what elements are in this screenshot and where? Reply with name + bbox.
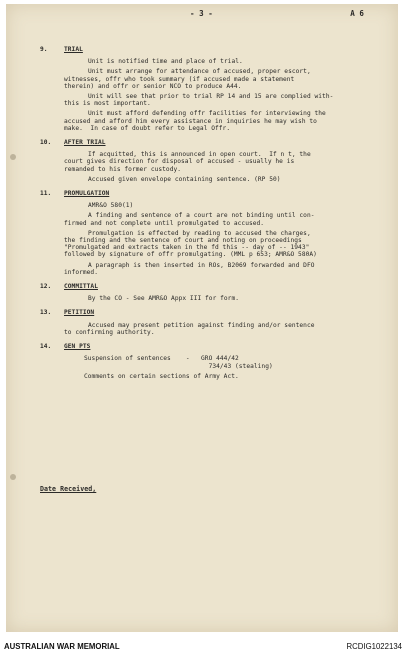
paragraph-line: the finding and the sentence of court and noting on proceedings (64, 237, 302, 245)
date-received-label: Date Received, (40, 485, 97, 493)
section-number: 10. (40, 139, 52, 147)
section-heading (40, 309, 378, 316)
paragraph-line: informed. (64, 268, 98, 276)
section-title: GEN PTS (64, 343, 91, 351)
paragraph-line: remanded to his former custody. (64, 165, 182, 173)
paragraph-line: accused and afford him every assistance in inquiries he may wish to (64, 117, 317, 125)
document-body (40, 9, 378, 493)
paragraph (64, 58, 378, 65)
paragraph-line: Accused may present petition against finding and/or sentence (88, 321, 315, 329)
paragraph-line: witnesses, offr who took summary (if accused made a statement (64, 75, 295, 83)
section (40, 343, 378, 380)
paragraph-line: If acquitted, this is announced in open court. If n t, the (88, 151, 311, 159)
section (40, 190, 378, 276)
archive-name: AUSTRALIAN WAR MEMORIAL (4, 642, 120, 651)
section-title: TRIAL (64, 46, 83, 53)
page-reference: A 6 (350, 9, 364, 18)
paragraph-line: Suspension of sentences - GRO 444/42 (84, 355, 239, 363)
section-number: 11. (40, 190, 52, 198)
paragraph-line: Promulgation is effected by reading to accused the charges, (88, 229, 311, 237)
paragraph-line: Unit is notified time and place of trial. (88, 58, 243, 66)
paragraph-line: firmed and not complete until promulgated to accused. (64, 219, 265, 227)
page-header (40, 10, 378, 20)
paragraph-line: By the CO - See AMR&O Appx III for form. (88, 295, 240, 303)
section-number: 14. (40, 343, 52, 351)
paragraph (64, 202, 378, 209)
paragraph (64, 230, 378, 259)
paragraph-line: Unit must arrange for attendance of accused, proper escort, (88, 68, 311, 76)
archive-caption-strip (0, 638, 406, 654)
section-number: 13. (40, 309, 52, 317)
section (40, 283, 378, 302)
paragraph (64, 68, 378, 90)
section (40, 46, 378, 132)
paragraph-line: this is most important. (64, 100, 151, 108)
section (40, 139, 378, 183)
paragraph (64, 262, 378, 276)
paragraph (64, 322, 378, 336)
paragraph-line: AMR&O 580(1) (88, 202, 134, 210)
section (40, 309, 378, 336)
paragraph (64, 176, 378, 183)
paragraph-line: A finding and sentence of a court are not binding until con- (88, 212, 315, 220)
paragraph-line: 734/43 (stealing) (84, 362, 273, 370)
paragraph-line: A paragraph is then inserted in ROs, B2069 forwarded and DFO (88, 261, 315, 269)
section-title: PROMULGATION (64, 190, 110, 198)
paragraph-line: followed by signature of offr promulgating. (MML p 653; AMR&O 580A) (64, 251, 317, 259)
paragraph (64, 151, 378, 173)
section-heading (40, 283, 378, 290)
paragraph (64, 295, 378, 302)
paragraph-line: Accused given envelope containing sentence. (RP 50) (88, 175, 281, 183)
paragraph (64, 212, 378, 226)
section-heading (40, 139, 378, 146)
paragraph (84, 373, 378, 380)
paragraph (64, 110, 378, 132)
section-heading (40, 190, 378, 197)
section-number: 9. (40, 46, 48, 53)
sections-container (40, 46, 378, 380)
section-number: 12. (40, 283, 52, 291)
paragraph-line: Comments on certain sections of Army Act. (84, 372, 239, 380)
paragraph (64, 93, 378, 107)
section-title: COMMITTAL (64, 283, 98, 291)
paragraph-line: to confirming authority. (64, 328, 155, 336)
paragraph-line: therein) and offr or senior NCO to produce A44. (64, 82, 242, 90)
paragraph-line: make. In case of doubt refer to Legal Offr. (64, 124, 231, 132)
archive-reference: RCDIG1022134 (346, 642, 402, 651)
section-heading (40, 343, 378, 350)
paragraph (84, 355, 378, 369)
paragraph-line: court gives direction for disposal of accused - usually he is (64, 158, 295, 166)
paragraph-line: "Promulgated and extracts taken in the fd this -- day of -- 1943" (64, 244, 310, 252)
section-title: AFTER TRIAL (64, 139, 106, 147)
paragraph-line: Unit must afford defending offr facilities for interviewing the (88, 110, 326, 118)
section-heading (40, 46, 378, 53)
paragraph-line: Unit will see that prior to trial RP 14 and 15 are complied with- (88, 93, 334, 101)
section-title: PETITION (64, 309, 95, 317)
page-number: - 3 - (190, 9, 213, 18)
